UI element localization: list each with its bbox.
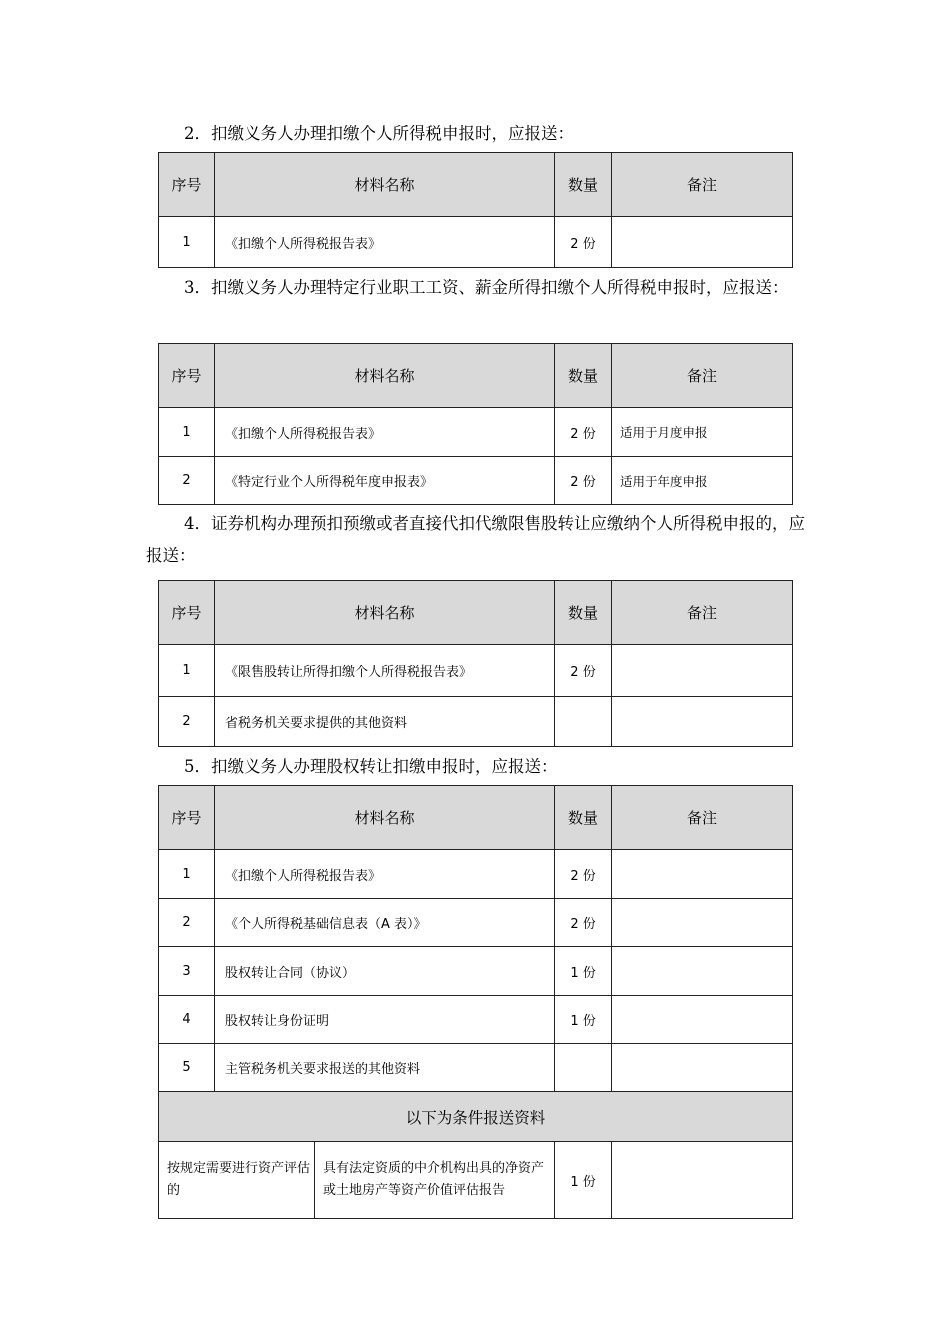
conditional-material: 具有法定资质的中介机构出具的净资产或土地房产等资产价值评估报告	[315, 1142, 555, 1219]
header-name: 材料名称	[215, 153, 555, 217]
conditional-note	[612, 1142, 793, 1219]
row-name: 股权转让身份证明	[215, 996, 555, 1044]
header-seq: 序号	[159, 581, 215, 645]
table-row	[159, 947, 793, 996]
header-seq: 序号	[159, 153, 215, 217]
row-seq: 3	[159, 947, 215, 996]
header-note: 备注	[612, 581, 793, 645]
row-qty	[555, 1044, 612, 1092]
row-seq: 1	[159, 217, 215, 268]
row-name: 主管税务机关要求报送的其他资料	[215, 1044, 555, 1092]
header-qty: 数量	[555, 581, 612, 645]
table-row	[159, 645, 793, 697]
table-row	[159, 217, 793, 268]
row-name: 《个人所得税基础信息表（A 表）》	[215, 899, 555, 947]
conditional-row	[159, 1142, 793, 1219]
header-qty: 数量	[555, 786, 612, 850]
row-seq: 2	[159, 899, 215, 947]
header-name: 材料名称	[215, 344, 555, 408]
row-name: 《限售股转让所得扣缴个人所得税报告表》	[215, 645, 555, 697]
conditional-qty: 1 份	[555, 1142, 612, 1219]
section-4-heading: 4．证券机构办理预扣预缴或者直接代扣代缴限售股转让应缴纳个人所得税申报的，应报送：	[146, 514, 805, 565]
row-seq: 2	[159, 697, 215, 747]
conditional-condition: 按规定需要进行资产评估的	[159, 1142, 315, 1219]
table-row	[159, 1044, 793, 1092]
header-name: 材料名称	[215, 786, 555, 850]
row-name: 股权转让合同（协议）	[215, 947, 555, 996]
conditional-title-row	[159, 1092, 793, 1142]
row-seq: 1	[159, 408, 215, 457]
header-note: 备注	[612, 344, 793, 408]
header-note: 备注	[612, 786, 793, 850]
row-qty: 2 份	[555, 457, 612, 505]
section-2-heading: 2．扣缴义务人办理扣缴个人所得税申报时，应报送：	[184, 124, 574, 143]
row-note: 适用于月度申报	[612, 408, 793, 457]
row-seq: 4	[159, 996, 215, 1044]
header-note: 备注	[612, 153, 793, 217]
section-3-heading: 3．扣缴义务人办理特定行业职工工资、薪金所得扣缴个人所得税申报时，应报送：	[184, 278, 789, 297]
row-qty: 2 份	[555, 645, 612, 697]
section-3-table	[158, 343, 793, 505]
row-note	[612, 947, 793, 996]
table-header-row	[159, 786, 793, 850]
table-row	[159, 850, 793, 899]
row-note	[612, 697, 793, 747]
row-qty: 2 份	[555, 408, 612, 457]
row-qty: 2 份	[555, 899, 612, 947]
row-qty: 2 份	[555, 217, 612, 268]
table-row	[159, 408, 793, 457]
row-note	[612, 217, 793, 268]
row-qty: 1 份	[555, 947, 612, 996]
table-row	[159, 899, 793, 947]
row-qty: 2 份	[555, 850, 612, 899]
table-header-row	[159, 344, 793, 408]
row-note	[612, 899, 793, 947]
row-name: 《特定行业个人所得税年度申报表》	[215, 457, 555, 505]
row-name: 《扣缴个人所得税报告表》	[215, 408, 555, 457]
section-5-table	[158, 785, 793, 1219]
row-note	[612, 1044, 793, 1092]
header-seq: 序号	[159, 344, 215, 408]
table-row	[159, 457, 793, 505]
row-note	[612, 850, 793, 899]
row-seq: 1	[159, 645, 215, 697]
table-row	[159, 697, 793, 747]
row-name: 《扣缴个人所得税报告表》	[215, 217, 555, 268]
row-name: 省税务机关要求提供的其他资料	[215, 697, 555, 747]
row-qty	[555, 697, 612, 747]
section-5-heading: 5．扣缴义务人办理股权转让扣缴申报时，应报送：	[184, 757, 558, 776]
header-qty: 数量	[555, 344, 612, 408]
row-note	[612, 645, 793, 697]
header-seq: 序号	[159, 786, 215, 850]
table-header-row	[159, 153, 793, 217]
section-4-table	[158, 580, 793, 747]
row-seq: 1	[159, 850, 215, 899]
section-2-table	[158, 152, 793, 268]
row-name: 《扣缴个人所得税报告表》	[215, 850, 555, 899]
header-qty: 数量	[555, 153, 612, 217]
row-note: 适用于年度申报	[612, 457, 793, 505]
table-row	[159, 996, 793, 1044]
table-header-row	[159, 581, 793, 645]
row-seq: 5	[159, 1044, 215, 1092]
conditional-title: 以下为条件报送资料	[159, 1092, 793, 1142]
row-note	[612, 996, 793, 1044]
row-seq: 2	[159, 457, 215, 505]
row-qty: 1 份	[555, 996, 612, 1044]
header-name: 材料名称	[215, 581, 555, 645]
